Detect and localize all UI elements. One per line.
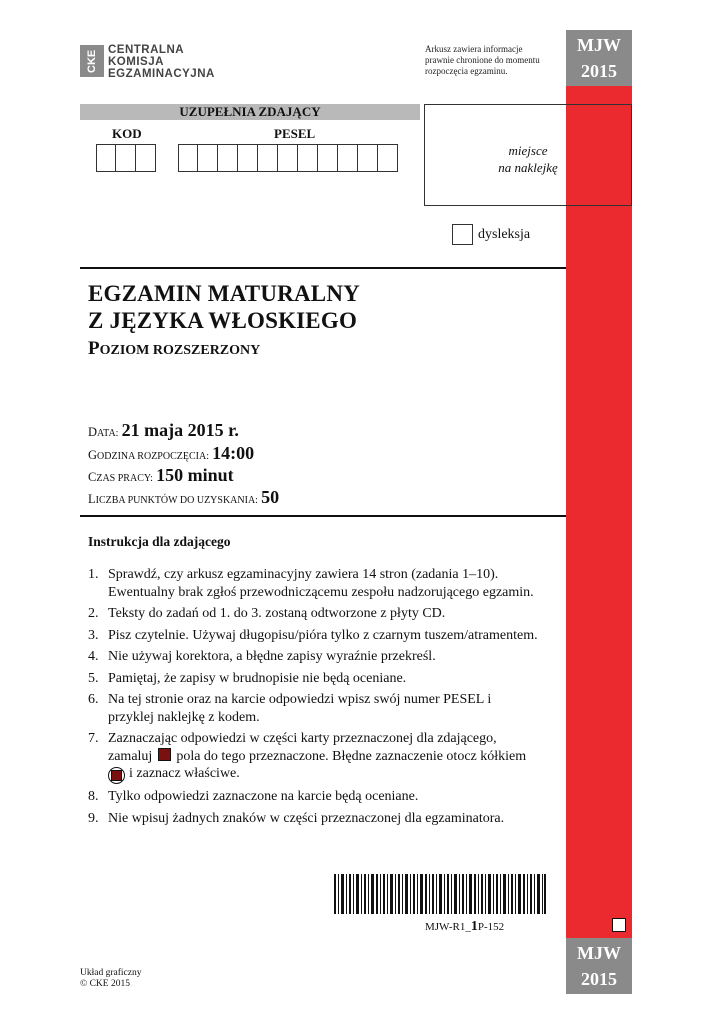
- pesel-cell[interactable]: [178, 144, 198, 172]
- exam-points: LICZBA PUNKTÓW DO UZYSKANIA: 50: [88, 487, 280, 507]
- exam-title-line1: EGZAMIN MATURALNY: [88, 281, 360, 306]
- instructions-list: [88, 566, 538, 831]
- kod-cell[interactable]: [136, 144, 156, 172]
- pesel-field[interactable]: [178, 144, 398, 172]
- divider: [80, 267, 566, 269]
- pesel-label: PESEL: [274, 126, 316, 141]
- red-side-band: [566, 86, 632, 938]
- exam-start-time: GODZINA ROZPOCZĘCIA: 14:00: [88, 443, 255, 463]
- exam-code-bottom: MJW 2015: [566, 938, 632, 994]
- cke-logo-text: CENTRALNA KOMISJA EGZAMINACYJNA: [108, 44, 215, 80]
- list-item: 2. Teksty do zadań od 1. do 3. zostaną odtworzone z płyty CD.: [88, 606, 446, 621]
- pesel-cell[interactable]: [298, 144, 318, 172]
- list-item: 3. Pisz czytelnie. Używaj długopisu/pióra tylko z czarnym tuszem/atramentem.: [88, 627, 538, 643]
- pesel-cell[interactable]: [238, 144, 258, 172]
- confidentiality-notice: Arkusz zawiera informacje prawnie chronione do momentu rozpoczęcia egzaminu.: [425, 44, 540, 76]
- list-item: 7. Zaznaczając odpowiedzi w części karty przeznaczonej dla zdającego, zamaluj pola do tego przeznaczone. Błędne zaznaczenie otocz kółkiem i zaznacz właściwe.: [88, 730, 538, 784]
- kod-label: KOD: [112, 126, 142, 141]
- kod-field[interactable]: [96, 144, 156, 172]
- pesel-cell[interactable]: [218, 144, 238, 172]
- pesel-cell[interactable]: [338, 144, 358, 172]
- dyslexia-label: dysleksja: [478, 227, 531, 242]
- list-item: 9. Nie wpisuj żadnych znaków w części przeznaczonej dla egzaminatora.: [88, 810, 505, 826]
- barcode-caption: MJW-R1_1P-152: [425, 919, 505, 934]
- pesel-cell[interactable]: [318, 144, 338, 172]
- instructions-heading: Instrukcja dla zdającego: [88, 534, 231, 549]
- list-item: 1. Sprawdź, czy arkusz egzaminacyjny zawiera 14 stron (zadania 1–10). Ewentualny brak zgłoś przewodniczącemu zespołu nadzorującego egzamin.: [88, 567, 534, 600]
- filled-box-icon: [158, 748, 171, 761]
- marker-square: [612, 918, 626, 932]
- list-item: 5. Pamiętaj, że zapisy w brudnopisie nie będą oceniane.: [88, 670, 407, 686]
- list-item: 4. Nie używaj korektora, a błędne zapisy wyraźnie przekreśl.: [88, 649, 436, 664]
- pesel-cell[interactable]: [358, 144, 378, 172]
- cke-logo-mark: CKE: [80, 45, 104, 77]
- exam-code-top: MJW 2015: [566, 30, 632, 86]
- kod-cell[interactable]: [116, 144, 136, 172]
- sticker-placeholder: miejsce na naklejkę: [424, 104, 632, 206]
- exam-date: DATA: 21 maja 2015 r.: [88, 420, 239, 440]
- divider: [80, 515, 566, 517]
- barcode-icon: [334, 874, 546, 914]
- exam-duration: CZAS PRACY: 150 minut: [88, 465, 234, 485]
- pesel-cell[interactable]: [378, 144, 398, 172]
- pesel-cell[interactable]: [198, 144, 218, 172]
- fill-section-header: UZUPEŁNIA ZDAJĄCY: [80, 104, 420, 120]
- footer: Układ graficzny © CKE 2015: [80, 968, 142, 989]
- exam-title-line2: Z JĘZYKA WŁOSKIEGO: [88, 308, 358, 333]
- pesel-cell[interactable]: [278, 144, 298, 172]
- pesel-cell[interactable]: [258, 144, 278, 172]
- circled-box-icon: [108, 767, 125, 784]
- list-item: 8. Tylko odpowiedzi zaznaczone na karcie będą oceniane.: [88, 789, 419, 804]
- kod-cell[interactable]: [96, 144, 116, 172]
- exam-level: POZIOM ROZSZERZONY: [88, 338, 261, 359]
- list-item: 6. Na tej stronie oraz na karcie odpowiedzi wpisz swój numer PESEL i przyklej naklejkę z kodem.: [88, 692, 492, 725]
- dyslexia-checkbox[interactable]: [452, 224, 473, 245]
